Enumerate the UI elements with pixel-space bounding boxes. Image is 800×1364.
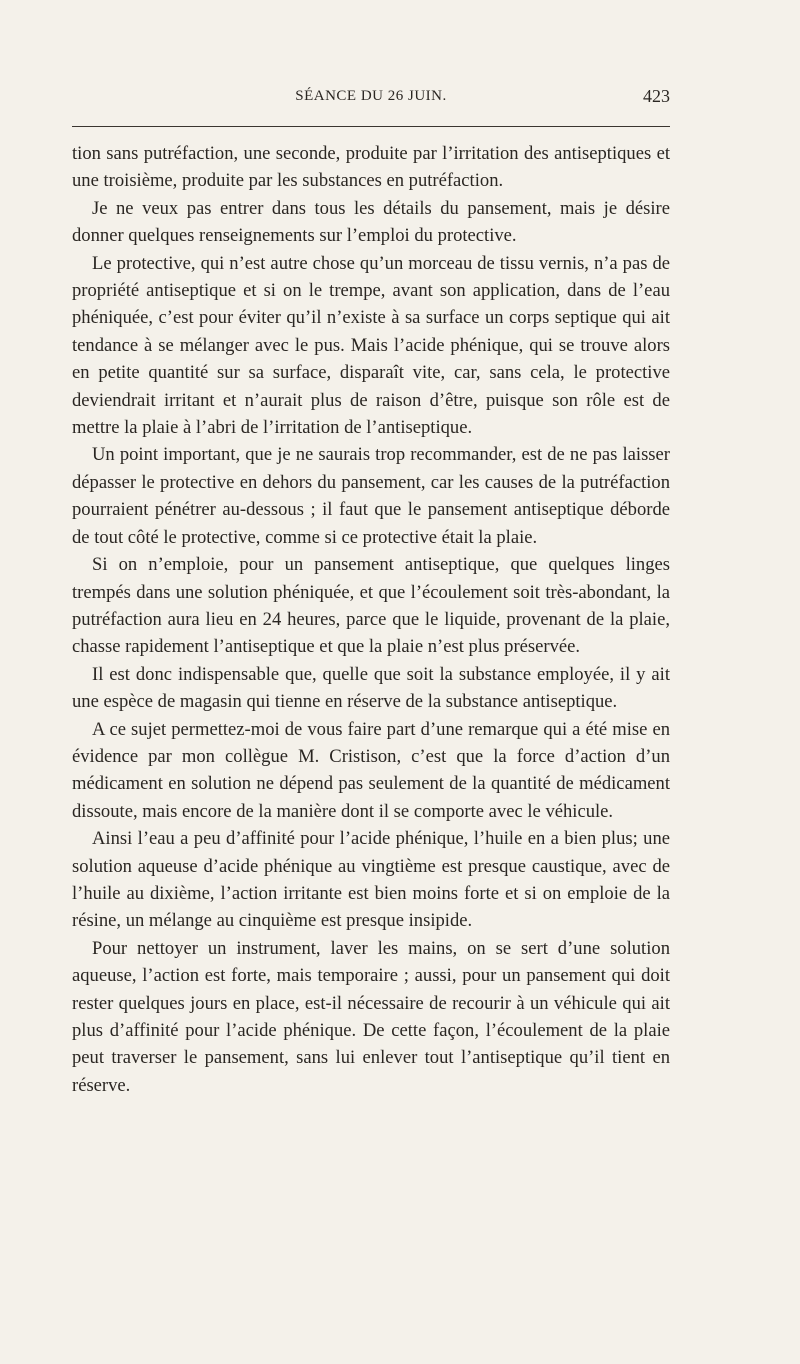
paragraph-continued: tion sans putréfaction, une seconde, produite par l’irritation des antiseptiques et une troisième, produite par les substances en putréfaction. — [72, 143, 670, 192]
body-text — [72, 140, 670, 1099]
page-header — [72, 88, 670, 114]
paragraph: Pour nettoyer un instrument, laver les mains, on se sert d’une solution aqueuse, l’action est forte, mais temporaire ; aussi, pour un pansement qui doit rester quelques jours en place, est-il nécessaire de recourir à un véhicule qui ait plus d’affinité pour l’acide phénique. De cette façon, l’écoulement de la plaie peut traverser le pansement, sans lui enlever tout l’antiseptique qu’il tient en réserve. — [72, 937, 670, 1096]
paragraph: Il est donc indispensable que, quelle que soit la substance employée, il y ait une espèce de magasin qui tienne en réserve de la substance antiseptique. — [72, 663, 670, 713]
page-number: 423 — [643, 86, 670, 106]
paragraph: Ainsi l’eau a peu d’affinité pour l’acide phénique, l’huile en a bien plus; une solution aqueuse d’acide phénique au vingtième est presque caustique, avec de l’huile au dixième, l’action irritante est bien moins forte et si on emploie de la résine, un mélange au cinquième est presque insipide. — [72, 828, 670, 932]
header-rule — [72, 126, 670, 127]
paragraph: Le protective, qui n’est autre chose qu’un morceau de tissu vernis, n’a pas de propriété antiseptique et si on le trempe, avant son application, dans de l’eau phéniquée, c’est pour éviter qu’il n’existe à sa surface un corps septique qui ait tendance à se mélanger avec le pus. Mais l’acide phénique, qui se trouve alors en petite quantité sur sa surface, disparaît vite, car, sans cela, le protective deviendrait irritant et n’aurait plus de raison d’être, puisque son rôle est de mettre la plaie à l’abri de l’irritation de l’antiseptique. — [72, 252, 670, 439]
paragraph: Si on n’emploie, pour un pansement antiseptique, que quelques linges trempés dans une solution phéniquée, et que l’écoulement soit très-abondant, la putréfaction aura lieu en 24 heures, parce que le liquide, provenant de la plaie, chasse rapidement l’antiseptique et que la plaie n’est plus préservée. — [72, 554, 670, 658]
paragraph: Un point important, que je ne saurais trop recommander, est de ne pas laisser dépasser le protective en dehors du pansement, car les causes de la putréfaction pourraient pénétrer au-dessous ; il faut que le pansement antiseptique déborde de tout côté le protective, comme si ce protective était la plaie. — [72, 444, 670, 548]
paragraph: Je ne veux pas entrer dans tous les détails du pansement, mais je désire donner quelques renseignements sur l’emploi du protective. — [72, 197, 670, 247]
running-head: SÉANCE DU 26 JUIN. — [295, 88, 447, 104]
paragraph: A ce sujet permettez-moi de vous faire part d’une remarque qui a été mise en évidence par mon collègue M. Cristison, c’est que la force d’action d’un médicament en solution ne dépend pas seulement de la quantité de médicament dissoute, mais encore de la manière dont il se comporte avec le véhicule. — [72, 718, 670, 822]
